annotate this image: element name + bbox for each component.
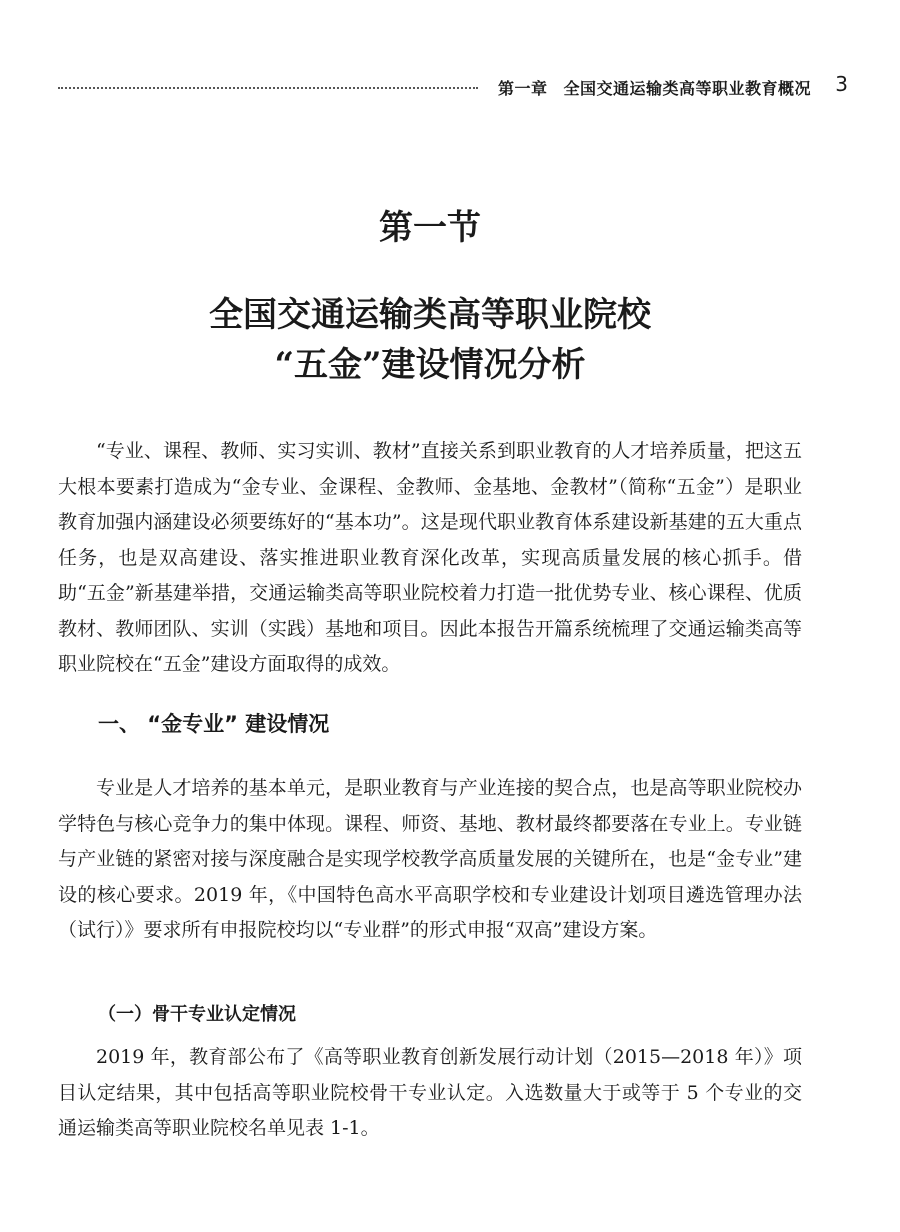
section-label: 第一节 [379, 208, 481, 248]
intro-paragraph: “专业、课程、教师、实习实训、教材”直接关系到职业教育的人才培养质量，把这五大根本要素打造成为“金专业、金课程、金教师、金基地、金教材”（简称“五金”）是职业教育加强内涵建设必须要练好的“基本功”。这是现代职业教育体系建设新基建的五大重点任务，也是双高建设、落实推进职业教育深化改革，实现高质量发展的核心抓手。借助“五金”新基建举措，交通运输类高等职业院校着力打造一批优势专业、核心课程、优质教材、教师团队、实训（实践）基地和项目。因此本报告开篇系统梳理了交通运输类高等职业院校在“五金”建设方面取得的成效。 [58, 440, 802, 675]
section-title-line-1: 全国交通运输类高等职业院校 [209, 295, 651, 335]
subheading-backbone-major: （一）骨干专业认定情况 [98, 1004, 296, 1025]
header-chapter-number: 第一章 [498, 79, 548, 98]
paragraph-gold-major: 专业是人才培养的基本单元，是职业教育与产业连接的契合点，也是高等职业院校办学特色与核心竞争力的集中体现。课程、师资、基地、教材最终都要落在专业上。专业链与产业链的紧密对接与深度融合是实现学校教学高质量发展的关键所在，也是“金专业”建设的核心要求。2019 年，《中国特色高水平高职学校和专业建设计划项目遴选管理办法（试行）》要求所有申报院校均以“专业群”的形式申报“双高”建设方案。 [58, 777, 802, 941]
running-header [58, 74, 848, 100]
heading-gold-major: 一、 “金专业” 建设情况 [98, 712, 330, 736]
page-number: 3 [835, 72, 848, 96]
header-chapter-title: 全国交通运输类高等职业教育概况 [563, 79, 812, 98]
paragraph-backbone-major: 2019 年，教育部公布了《高等职业教育创新发展行动计划（2015—2018 年）》项目认定结果，其中包括高等职业院校骨干专业认定。入选数量大于或等于 5 个专业的交通运输类高等职业院校名单见表 1-1。 [58, 1046, 802, 1139]
header-chapter [498, 76, 811, 99]
header-dotted-rule [58, 87, 478, 89]
section-title [0, 290, 860, 390]
section-title-line-2: “五金”建设情况分析 [274, 345, 586, 385]
